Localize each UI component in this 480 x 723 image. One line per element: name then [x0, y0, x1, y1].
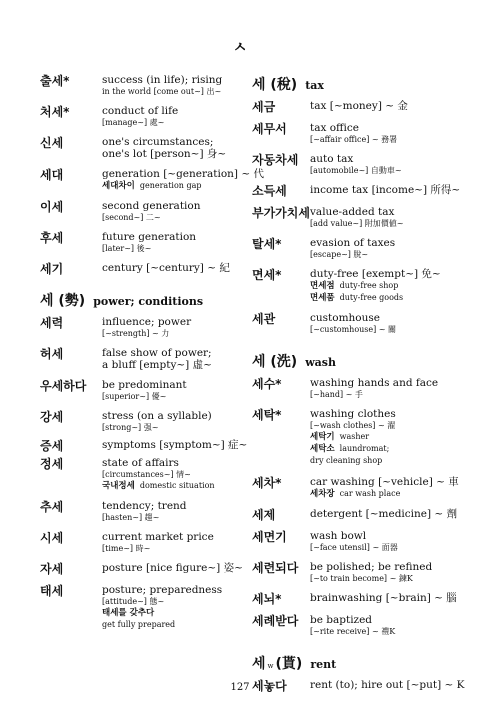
definition-line: be predominant [102, 379, 187, 391]
dictionary-entry [252, 561, 467, 584]
definition-line: century [~century] ~ 紀 [102, 262, 230, 274]
entry-definition [310, 592, 467, 604]
section-hanja: (貰) [275, 656, 303, 672]
entry-definition [102, 168, 265, 192]
entry-headword: 세대 [40, 168, 64, 182]
right-column [252, 74, 467, 693]
entry-list-right-2 [252, 377, 467, 637]
compound-korean: 세탁소 [310, 444, 335, 454]
entry-definition [310, 614, 467, 637]
section-title: power; conditions [93, 295, 204, 308]
entry-headword: 세력 [40, 316, 64, 330]
entry-definition [310, 237, 467, 260]
bracket-note: in the world [come out~] 出~ [102, 87, 222, 96]
section-title: wash [305, 356, 336, 369]
entry-headword: 출세* [40, 74, 70, 88]
entry-headword: 허세 [40, 347, 64, 361]
entry-headword: 세련되다 [252, 561, 299, 575]
definition-line: one's lot [person~] 身~ [102, 148, 227, 160]
bracket-note: [~hand] ~ 手 [310, 390, 363, 399]
section-headword: 세 [252, 656, 266, 672]
bracket-note: [manage~] 處~ [102, 118, 165, 127]
dictionary-entry [252, 100, 467, 114]
entry-definition [310, 408, 467, 466]
dictionary-entry [252, 592, 467, 606]
entry-headword: 이세 [40, 200, 64, 214]
compound-english: duty-free goods [339, 293, 404, 302]
entry-headword: 태세 [40, 584, 64, 598]
definition-line: income tax [income~] 所得~ [310, 184, 461, 196]
entry-definition [310, 312, 467, 335]
dictionary-entry [40, 74, 240, 97]
bracket-note: [~strength] ~ 力 [102, 329, 170, 338]
definition-line: car washing [~vehicle] ~ 車 [310, 476, 459, 488]
dictionary-entry [252, 377, 467, 400]
section-headword: 세 (稅) [252, 77, 298, 93]
entry-definition [310, 184, 467, 196]
definition-line: state of affairs [102, 457, 179, 469]
section-heading-tax [252, 74, 467, 94]
entry-headword: 신세 [40, 136, 64, 150]
entry-headword: 강세 [40, 410, 64, 424]
compound-english: car wash place [339, 489, 401, 498]
dictionary-entry [40, 439, 248, 453]
dictionary-entry [252, 508, 467, 522]
section-headword: 세 (洗) [252, 354, 298, 370]
entry-headword: 자세 [40, 562, 64, 576]
entry-headword: 시세 [40, 531, 64, 545]
entry-list-right-1 [252, 100, 467, 335]
entry-list-left-2 [40, 316, 248, 630]
definition-line: value-added tax [310, 206, 395, 218]
section-title: tax [305, 79, 324, 92]
definition-line: tax office [310, 122, 359, 134]
definition-line: be polished; be refined [310, 561, 433, 573]
definition-line: evasion of taxes [310, 237, 396, 249]
bracket-note: [~to train become] ~ 鍊K [310, 574, 413, 583]
entry-definition [102, 584, 240, 630]
definition-line: duty-free [exempt~] 免~ [310, 268, 441, 280]
bracket-note: [~face utensil] ~ 面器 [310, 543, 398, 552]
entry-headword: 세놓다 [252, 679, 287, 693]
entry-headword: 세뇌* [252, 592, 282, 606]
dictionary-entry [40, 231, 240, 254]
bracket-note: [~wash clothes] ~ 濯 [310, 421, 396, 430]
bracket-note: [superior~] 優~ [102, 392, 167, 401]
definition-line: wash bowl [310, 530, 367, 542]
dictionary-entry [252, 476, 467, 500]
page-header-letter: ㅅ [232, 38, 248, 56]
entry-headword: 부가가치세 [252, 206, 310, 220]
bracket-note: [strong~] 强~ [102, 423, 159, 432]
definition-line: posture; preparedness [102, 584, 223, 596]
compound-example [310, 488, 467, 500]
entry-definition [102, 439, 248, 451]
entry-definition [102, 531, 240, 554]
page-number: 127 [230, 682, 250, 693]
entry-headword: 세기 [40, 262, 64, 276]
compound-example [102, 180, 240, 192]
entry-headword: 세면기 [252, 530, 287, 544]
section-heading-power [40, 290, 240, 310]
definition-line: customhouse [310, 312, 380, 324]
entry-definition [102, 500, 240, 523]
entry-headword: 자동차세 [252, 153, 299, 167]
compound-example [310, 280, 467, 292]
dictionary-entry [252, 312, 467, 335]
entry-headword: 세무서 [252, 122, 287, 136]
definition-line: symptoms [symptom~] 症~ [102, 439, 248, 451]
compound-example [310, 292, 467, 304]
dictionary-entry [40, 105, 240, 128]
dictionary-entry [40, 200, 240, 223]
entry-definition [310, 100, 467, 112]
entry-headword: 소득세 [252, 184, 287, 198]
compound-english: dry cleaning shop [310, 456, 383, 465]
dictionary-entry [252, 184, 467, 198]
entry-headword: 세탁* [252, 408, 282, 422]
compound-korean: 세탁기 [310, 432, 335, 442]
entry-definition [102, 231, 240, 254]
compound-english: generation gap [139, 181, 202, 190]
definition-line: auto tax [310, 153, 354, 165]
entry-definition [102, 105, 240, 128]
definition-line: rent (to); hire out [~put] ~ K [310, 679, 465, 691]
dictionary-entry [252, 530, 467, 553]
bracket-note: [~rite receive] ~ 禮K [310, 627, 396, 636]
definition-line: washing hands and face [310, 377, 439, 389]
dictionary-entry [40, 531, 240, 554]
entry-headword: 정세 [40, 457, 64, 471]
bracket-note: [attitude~] 態~ [102, 597, 165, 606]
entry-definition [102, 74, 240, 97]
dictionary-entry [252, 153, 467, 176]
entry-headword: 세차* [252, 476, 282, 490]
compound-korean: 태세를 갖추다 [102, 608, 155, 618]
compound-korean: 세대차이 [102, 181, 135, 191]
entry-definition [310, 508, 467, 520]
section-title: rent [310, 658, 337, 671]
entry-definition [102, 316, 240, 339]
entry-definition [102, 457, 240, 492]
bracket-note: [~customhouse] ~ 關 [310, 325, 397, 334]
compound-korean: 면세점 [310, 281, 335, 291]
dictionary-entry [40, 316, 240, 339]
definition-line: be baptized [310, 614, 373, 626]
bracket-note: [later~] 後~ [102, 244, 152, 253]
entry-headword: 증세 [40, 439, 64, 453]
bracket-note: [escape~] 脫~ [310, 250, 369, 259]
dictionary-entry [252, 206, 467, 229]
dictionary-entry [40, 584, 240, 630]
dictionary-entry [40, 562, 243, 576]
section-headword: 세 (勢) [40, 293, 86, 309]
dictionary-entry [252, 408, 467, 466]
entry-headword: 탈세* [252, 237, 282, 251]
definition-line: success (in life); rising [102, 74, 223, 86]
bracket-note: [second~] 二~ [102, 213, 161, 222]
bracket-note: [~affair office] ~ 務署 [310, 135, 398, 144]
definition-line: washing clothes [310, 408, 396, 420]
entry-headword: 면세* [252, 268, 282, 282]
bracket-note: [hasten~] 趨~ [102, 513, 160, 522]
definition-line: stress (on a syllable) [102, 410, 212, 422]
definition-line: posture [nice figure~] 姿~ [102, 562, 243, 574]
definition-line: detergent [~medicine] ~ 劑 [310, 508, 458, 520]
compound-english: get fully prepared [102, 620, 176, 629]
entry-headword: 후세 [40, 231, 64, 245]
entry-headword: 세관 [252, 312, 276, 326]
entry-definition [310, 476, 467, 500]
dictionary-entry [40, 347, 240, 371]
compound-example [102, 480, 240, 492]
entry-definition [310, 122, 467, 145]
bracket-note: [circumstances~] 情~ [102, 470, 191, 479]
dictionary-entry [252, 237, 467, 260]
entry-headword: 세례받다 [252, 614, 299, 628]
entry-headword: 세수* [252, 377, 282, 391]
compound-korean: 세차장 [310, 489, 335, 499]
compound-english: laundromat; [339, 444, 390, 453]
definition-line: brainwashing [~brain] ~ 腦 [310, 592, 457, 604]
section-superscript: w [267, 662, 274, 670]
entry-headword: 처세* [40, 105, 70, 119]
definition-line: tax [~money] ~ 金 [310, 100, 408, 112]
compound-english: domestic situation [139, 481, 215, 490]
entry-definition [310, 377, 467, 400]
definition-line: generation [~generation] ~ 代 [102, 168, 265, 180]
dictionary-entry [252, 122, 467, 145]
definition-line: future generation [102, 231, 197, 243]
dictionary-entry [40, 500, 240, 523]
compound-example [310, 443, 467, 455]
entry-headword: 세제 [252, 508, 276, 522]
entry-definition [102, 136, 240, 160]
dictionary-entry [40, 136, 240, 160]
definition-line: tendency; trend [102, 500, 187, 512]
compound-korean: 면세품 [310, 293, 335, 303]
entry-definition [310, 561, 467, 584]
compound-korean: 국내정세 [102, 481, 135, 491]
entry-definition [102, 200, 240, 223]
compound-example [310, 431, 467, 443]
definition-line: current market price [102, 531, 214, 543]
entry-definition [102, 262, 240, 274]
dictionary-entry [40, 379, 240, 402]
bracket-note: [time~] 時~ [102, 544, 151, 553]
definition-line: influence; power [102, 316, 192, 328]
entry-definition [102, 410, 240, 433]
entry-definition [310, 206, 467, 229]
entry-definition [310, 153, 467, 176]
dictionary-entry [40, 262, 240, 276]
definition-line: one's circumstances; [102, 136, 214, 148]
entry-headword: 세금 [252, 100, 276, 114]
definition-line: false show of power; [102, 347, 212, 359]
entry-headword: 추세 [40, 500, 64, 514]
dictionary-entry [40, 168, 265, 192]
definition-line: conduct of life [102, 105, 179, 117]
dictionary-entry [252, 614, 467, 637]
definition-line: a bluff [empty~] 虛~ [102, 359, 212, 371]
entry-definition [102, 562, 243, 574]
section-heading-wash [252, 351, 467, 371]
definition-line: second generation [102, 200, 201, 212]
dictionary-entry [252, 268, 467, 304]
dictionary-entry [40, 457, 240, 492]
entry-definition [310, 268, 467, 304]
compound-example [102, 607, 240, 619]
compound-english: washer [339, 432, 370, 441]
entry-definition [102, 347, 240, 371]
compound-english: duty-free shop [339, 281, 399, 290]
bracket-note: [add value~] 附加價値~ [310, 219, 404, 228]
entry-definition [102, 379, 240, 402]
dictionary-entry [40, 410, 240, 433]
bracket-note: [automobile~] 自動車~ [310, 166, 402, 175]
entry-definition [310, 530, 467, 553]
section-heading-rent [252, 653, 467, 673]
entry-headword: 우세하다 [40, 379, 87, 393]
